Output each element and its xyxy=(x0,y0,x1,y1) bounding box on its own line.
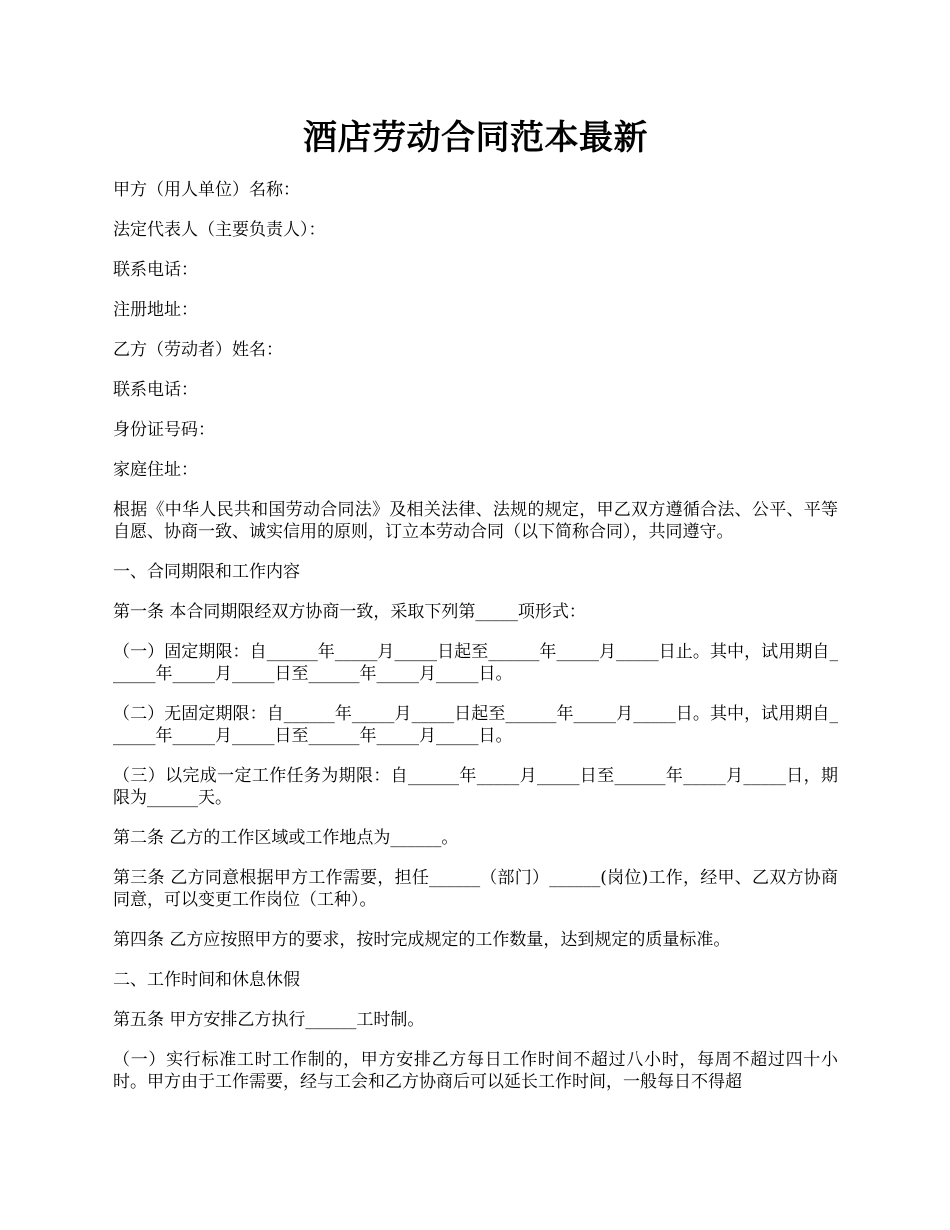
article-1: 第一条 本合同期限经双方协商一致，采取下列第_____项形式： xyxy=(113,602,586,622)
article-1-item-2: （二）无固定期限：自______年_____月_____日起至______年_____月_____日。其中，试用期自______年_____月_____日至______年_____月_____日。 xyxy=(113,704,838,746)
party-b-name: 乙方（劳动者）姓名： xyxy=(113,340,283,360)
article-3: 第三条 乙方同意根据甲方工作需要，担任______（部门）______(岗位)工作，经甲、乙双方协商同意，可以变更工作岗位（工种）。 xyxy=(113,868,838,910)
section-heading-1: 一、合同期限和工作内容 xyxy=(113,562,300,582)
article-1-item-1: （一）固定期限：自______年_____月_____日起至______年_____月_____日止。其中，试用期自______年_____月_____日至______年_____月_____日。 xyxy=(113,642,838,684)
document-body xyxy=(113,179,838,1093)
party-a-phone: 联系电话： xyxy=(113,260,198,280)
article-2: 第二条 乙方的工作区域或工作地点为______。 xyxy=(113,828,459,848)
article-5: 第五条 甲方安排乙方执行______工时制。 xyxy=(113,1010,425,1030)
id-number: 身份证号码： xyxy=(113,420,215,440)
home-address: 家庭住址： xyxy=(113,460,198,480)
document-title: 酒店劳动合同范本最新 xyxy=(303,118,648,158)
article-4: 第四条 乙方应按照甲方的要求，按时完成规定的工作数量，达到规定的质量标准。 xyxy=(113,930,731,950)
party-b-phone: 联系电话： xyxy=(113,380,198,400)
registered-address: 注册地址： xyxy=(113,300,198,320)
section-heading-2: 二、工作时间和休息休假 xyxy=(113,970,300,990)
article-5-item-1: （一）实行标准工时工作制的，甲方安排乙方每日工作时间不超过八小时，每周不超过四十小时。甲方由于工作需要，经与工会和乙方协商后可以延长工作时间，一般每日不得超 xyxy=(113,1050,838,1092)
contract-preamble: 根据《中华人民共和国劳动合同法》及相关法律、法规的规定，甲乙双方遵循合法、公平、平等自愿、协商一致、诚实信用的原则，订立本劳动合同（以下简称合同），共同遵守。 xyxy=(113,500,838,542)
party-a-name: 甲方（用人单位）名称： xyxy=(113,180,300,200)
legal-representative: 法定代表人（主要负责人）： xyxy=(113,220,326,240)
article-1-item-3: （三）以完成一定工作任务为期限：自______年_____月_____日至______年_____月_____日，期限为______天。 xyxy=(113,766,838,808)
